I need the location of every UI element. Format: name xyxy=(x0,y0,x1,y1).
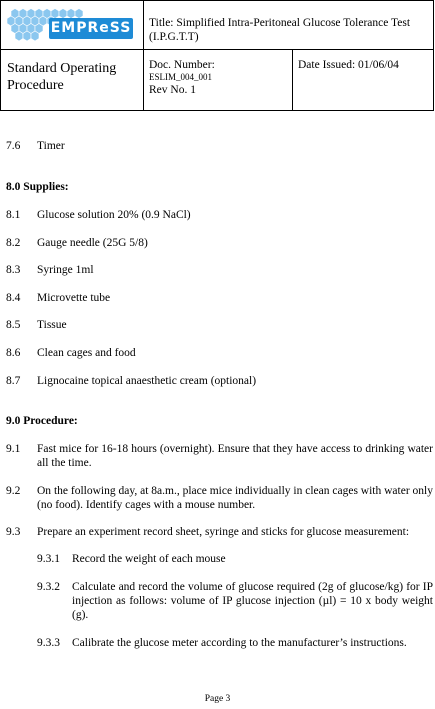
item-number: 8.7 xyxy=(6,375,21,387)
item-number: 8.5 xyxy=(6,319,21,331)
item-text: Clean cages and food xyxy=(37,347,136,359)
procedure-heading: 9.0 Procedure: xyxy=(6,415,78,427)
item-text: Lignocaine topical anaesthetic cream (optional) xyxy=(37,375,257,387)
item-number: 9.3 xyxy=(6,526,21,538)
item-number: 7.6 xyxy=(6,140,21,152)
logo-cell xyxy=(0,0,144,50)
item-number: 8.6 xyxy=(6,347,21,359)
item-text: On the following day, at 8a.m., place mice individually in clean cages with water only (no food). Identify cages with a mouse number. xyxy=(37,485,433,511)
document-header xyxy=(0,0,434,111)
subitem-number: 9.3.1 xyxy=(37,553,60,565)
subitem-text: Calibrate the glucose meter according to the manufacturer’s instructions. xyxy=(72,637,407,649)
item-number: 9.1 xyxy=(6,443,21,455)
item-number: 9.2 xyxy=(6,485,21,497)
empress-logo xyxy=(7,5,135,45)
doc-number: ESLIM_004_001 xyxy=(149,72,212,82)
page-number: Page 3 xyxy=(204,694,231,704)
title-cell xyxy=(143,0,434,50)
supplies-heading: 8.0 Supplies: xyxy=(6,181,69,193)
item-text: Tissue xyxy=(37,319,67,331)
date-cell xyxy=(292,49,434,111)
revision-number: Rev No. 1 xyxy=(149,84,196,96)
item-text: Syringe 1ml xyxy=(37,264,94,276)
item-number: 8.1 xyxy=(6,209,21,221)
item-number: 8.2 xyxy=(6,237,21,249)
logo-text: EMPReSS xyxy=(49,18,133,39)
subitem-number: 9.3.3 xyxy=(37,637,60,649)
item-text: Fast mice for 16-18 hours (overnight). Ensure that they have access to drinking water all the time. xyxy=(37,443,433,469)
sop-label: Standard Operating Procedure xyxy=(7,61,117,93)
date-issued: Date Issued: 01/06/04 xyxy=(298,59,399,71)
subitem-number: 9.3.2 xyxy=(37,581,60,593)
item-text: Microvette tube xyxy=(37,292,111,304)
subitem-text: Record the weight of each mouse xyxy=(72,553,226,565)
item-text: Glucose solution 20% (0.9 NaCl) xyxy=(37,209,191,221)
item-text: Prepare an experiment record sheet, syringe and sticks for glucose measurement: xyxy=(37,526,410,538)
doc-number-label: Doc. Number: xyxy=(149,59,215,71)
doc-number-cell xyxy=(143,49,293,111)
subitem-text: Calculate and record the volume of glucose required (2g of glucose/kg) for IP injection as follows: volume of IP glucose injection (µl) = 10 x body weight (g). xyxy=(72,581,433,621)
item-text: Timer xyxy=(37,140,65,152)
sop-cell xyxy=(0,49,144,111)
document-title: Title: Simplified Intra-Peritoneal Glucose Tolerance Test (I.P.G.T.T) xyxy=(149,17,411,43)
item-text: Gauge needle (25G 5/8) xyxy=(37,237,148,249)
item-number: 8.4 xyxy=(6,292,21,304)
item-number: 8.3 xyxy=(6,264,21,276)
